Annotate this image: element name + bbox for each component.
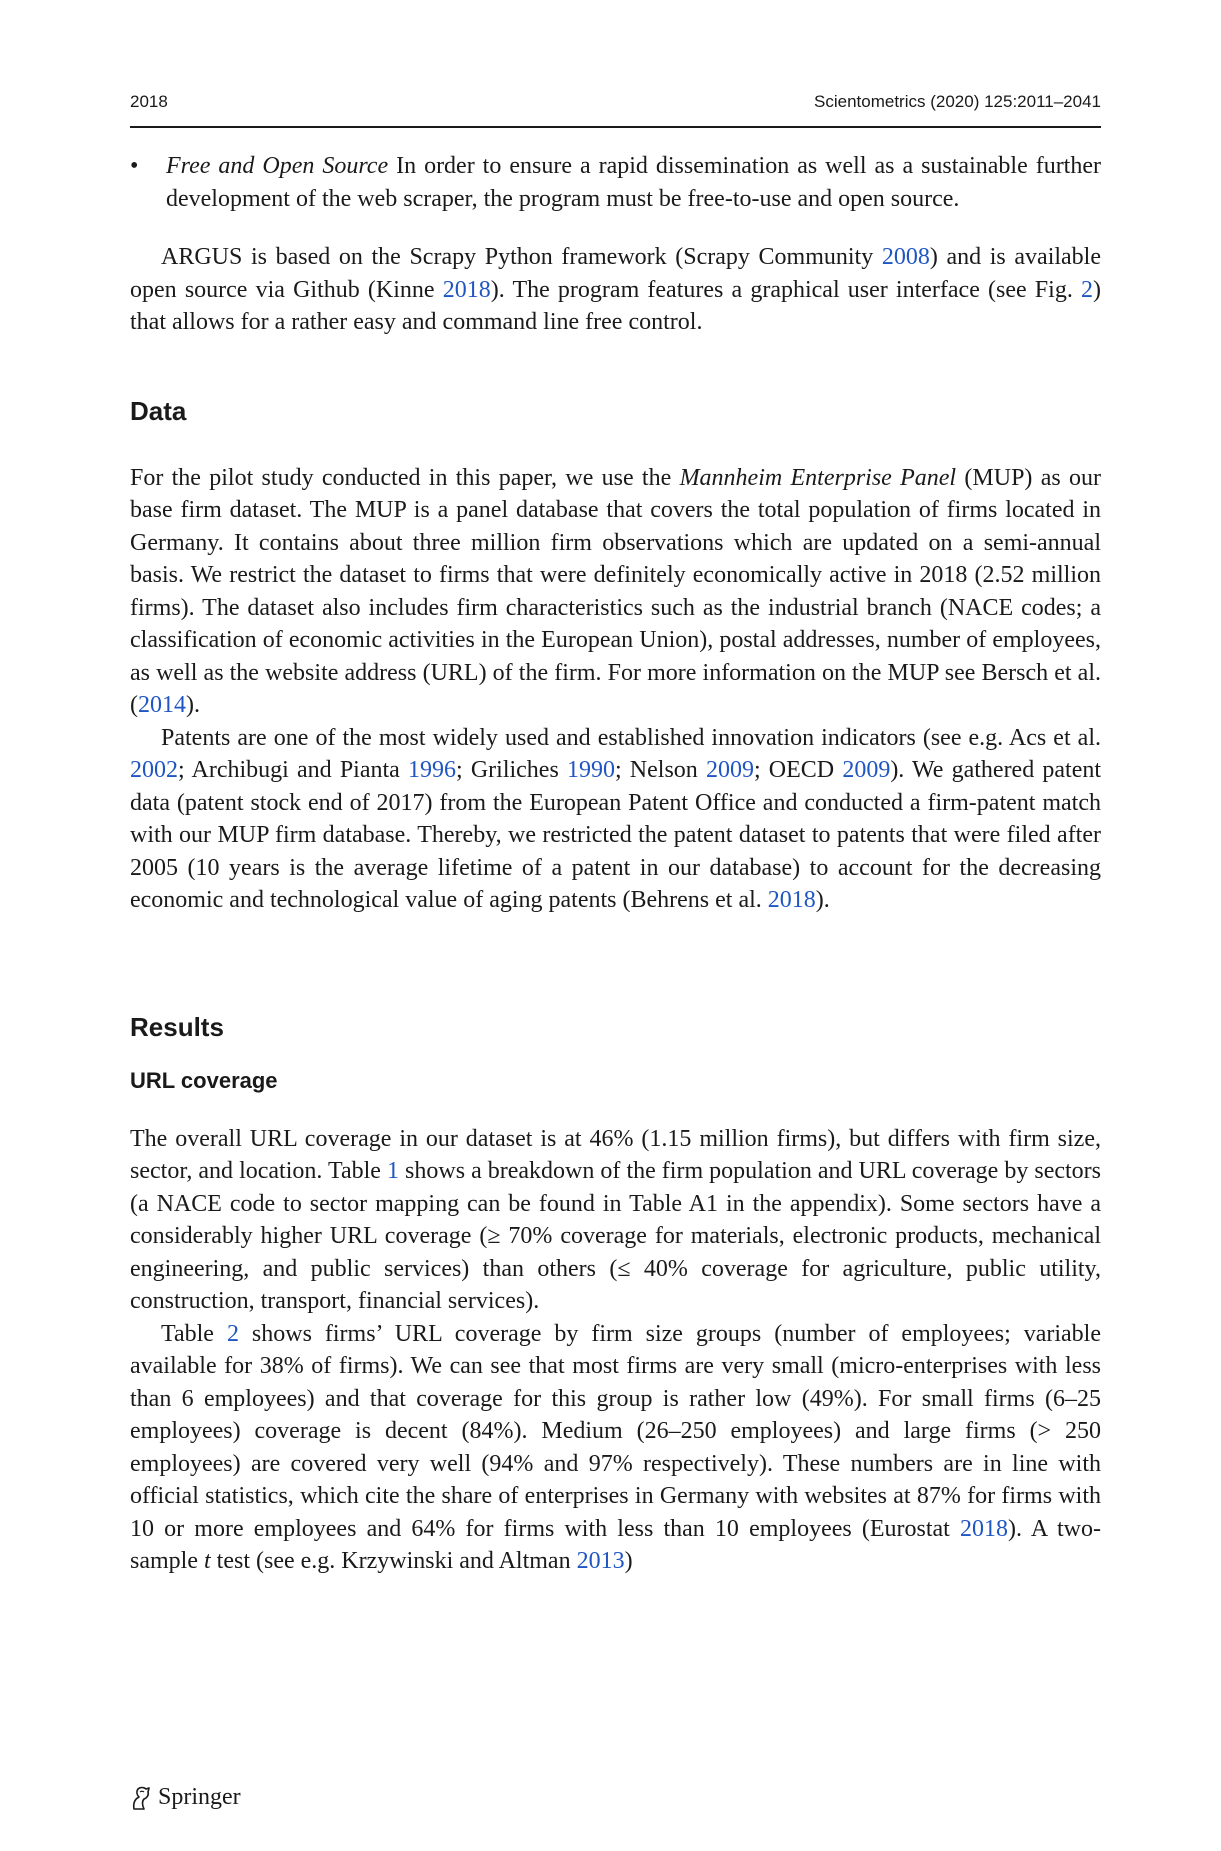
publisher-name: Springer xyxy=(158,1784,241,1810)
citation-link[interactable]: 2018 xyxy=(767,887,816,913)
running-header xyxy=(130,92,1101,128)
citation-link[interactable]: 2013 xyxy=(576,1548,625,1574)
text-run: ; Archibugi and Pianta xyxy=(178,757,408,783)
emphasis: Mannheim Enterprise Panel xyxy=(679,464,957,491)
table-link[interactable]: 2 xyxy=(226,1320,239,1347)
data-paragraph-2 xyxy=(130,722,1101,917)
emphasis: t xyxy=(203,1548,211,1574)
text-run: ) and is available open source via Github (Kinne xyxy=(130,244,1102,303)
citation-link[interactable]: 2008 xyxy=(881,244,930,270)
text-run: (MUP) as our base firm dataset. The MUP is a panel database that covers the total population of firms located in Germany. It contains about three million firm observations which are updated on a semi-annual basis. We restrict the dataset to firms that were definitely economically active in 2018 (2.52 million firms). The dataset also includes firm characteristics such as the industrial branch (NACE codes; a classification of economic activities in the European Union), postal addresses, number of employees, as well as the website address (URL) of the firm. For more information on the MUP see Bersch et al. ( xyxy=(130,464,1101,718)
subsection-heading-url-coverage: URL coverage xyxy=(130,1067,278,1093)
text-run: shows a breakdown of the firm population and URL coverage by sectors (a NACE code to sector mapping can be found in Table A1 in the appendix). Some sectors have a considerably higher URL coverage (≥ 70% coverage for materials, electronic products, mechanical engineering, and public services) than others (≤ 40% coverage for agriculture, public utility, construction, transport, financial services). xyxy=(130,1158,1102,1314)
text-run: The overall URL coverage in our dataset is at 46% (1.15 million firms), but differs with firm size, sector, and location. Table xyxy=(130,1125,1101,1184)
bullet-text: In order to ensure a rapid dissemination as well as a sustainable further development of the web scraper, the program must be free-to-use and open source. xyxy=(166,153,1101,212)
text-run: shows firms’ URL coverage by firm size groups (number of employees; variable available for 38% of firms). We can see that most firms are very small (micro-enterprises with less than 6 employees) and that coverage for this group is rather low (49%). For small firms (6–25 employees) coverage is decent (84%). Medium (26–250 employees) and large firms (> 250 employees) are covered very well (94% and 97% respectively). These numbers are in line with official statistics, which cite the share of enterprises in Germany with websites at 87% for firms with 10 or more employees and 64% for firms with less than 10 employees (Eurostat xyxy=(130,1320,1101,1542)
citation-link[interactable]: 2002 xyxy=(130,757,178,783)
citation-link[interactable]: 2014 xyxy=(138,692,186,718)
text-run: Table xyxy=(161,1320,227,1347)
text-run: ). We gathered patent data (patent stock end of 2017) from the European Patent Office and conducted a firm-patent match with our MUP firm database. Thereby, we restricted the patent dataset to patents that were filed after 2005 (10 years is the average lifetime of a patent in our database) to account for the decreasing economic and technological value of aging patents (Behrens et al. xyxy=(130,757,1102,913)
bullet-marker: • xyxy=(130,153,139,179)
text-run: ARGUS is based on the Scrapy Python framework (Scrapy Community xyxy=(161,244,882,270)
text-run: ; Nelson xyxy=(614,757,706,783)
figure-link[interactable]: 2 xyxy=(1081,276,1093,303)
text-run: ) that allows for a rather easy and command line free control. xyxy=(130,276,1101,335)
citation-link[interactable]: 2009 xyxy=(705,757,754,783)
text-run: ) xyxy=(624,1548,633,1574)
text-run: ). A two-sample xyxy=(130,1515,1101,1574)
citation-link[interactable]: 2009 xyxy=(842,757,891,783)
text-run: ; Griliches xyxy=(455,757,567,783)
text-run: ). xyxy=(815,887,830,913)
section-heading-results: Results xyxy=(130,1011,224,1042)
article-body xyxy=(130,150,1101,1578)
publisher-footer xyxy=(130,1784,241,1811)
data-paragraph-1 xyxy=(130,462,1101,722)
bullet-item-free-open-source xyxy=(130,150,1101,215)
text-run: For the pilot study conducted in this paper, we use the xyxy=(130,464,680,491)
citation-link[interactable]: 2018 xyxy=(442,276,491,303)
argus-paragraph xyxy=(130,241,1101,339)
text-run: ). xyxy=(186,692,200,718)
bullet-lead: Free and Open Source xyxy=(166,153,389,179)
journal-citation: Scientometrics (2020) 125:2011–2041 xyxy=(814,92,1101,111)
results-paragraph-2 xyxy=(130,1318,1101,1578)
citation-link[interactable]: 1990 xyxy=(566,757,615,783)
text-run: test (see e.g. Krzywinski and Altman xyxy=(210,1548,577,1574)
text-run: ). The program features a graphical user interface (see Fig. xyxy=(490,276,1081,303)
text-run: ; OECD xyxy=(753,757,843,783)
springer-horse-icon xyxy=(130,1785,152,1811)
page-number: 2018 xyxy=(130,92,168,111)
text-run: Patents are one of the most widely used and established innovation indicators (see e.g. Acs et al. xyxy=(161,724,1101,751)
citation-link[interactable]: 1996 xyxy=(407,757,456,783)
table-link[interactable]: 1 xyxy=(386,1158,399,1184)
citation-link[interactable]: 2018 xyxy=(960,1515,1009,1542)
results-paragraph-1 xyxy=(130,1123,1101,1318)
section-heading-data: Data xyxy=(130,395,187,426)
